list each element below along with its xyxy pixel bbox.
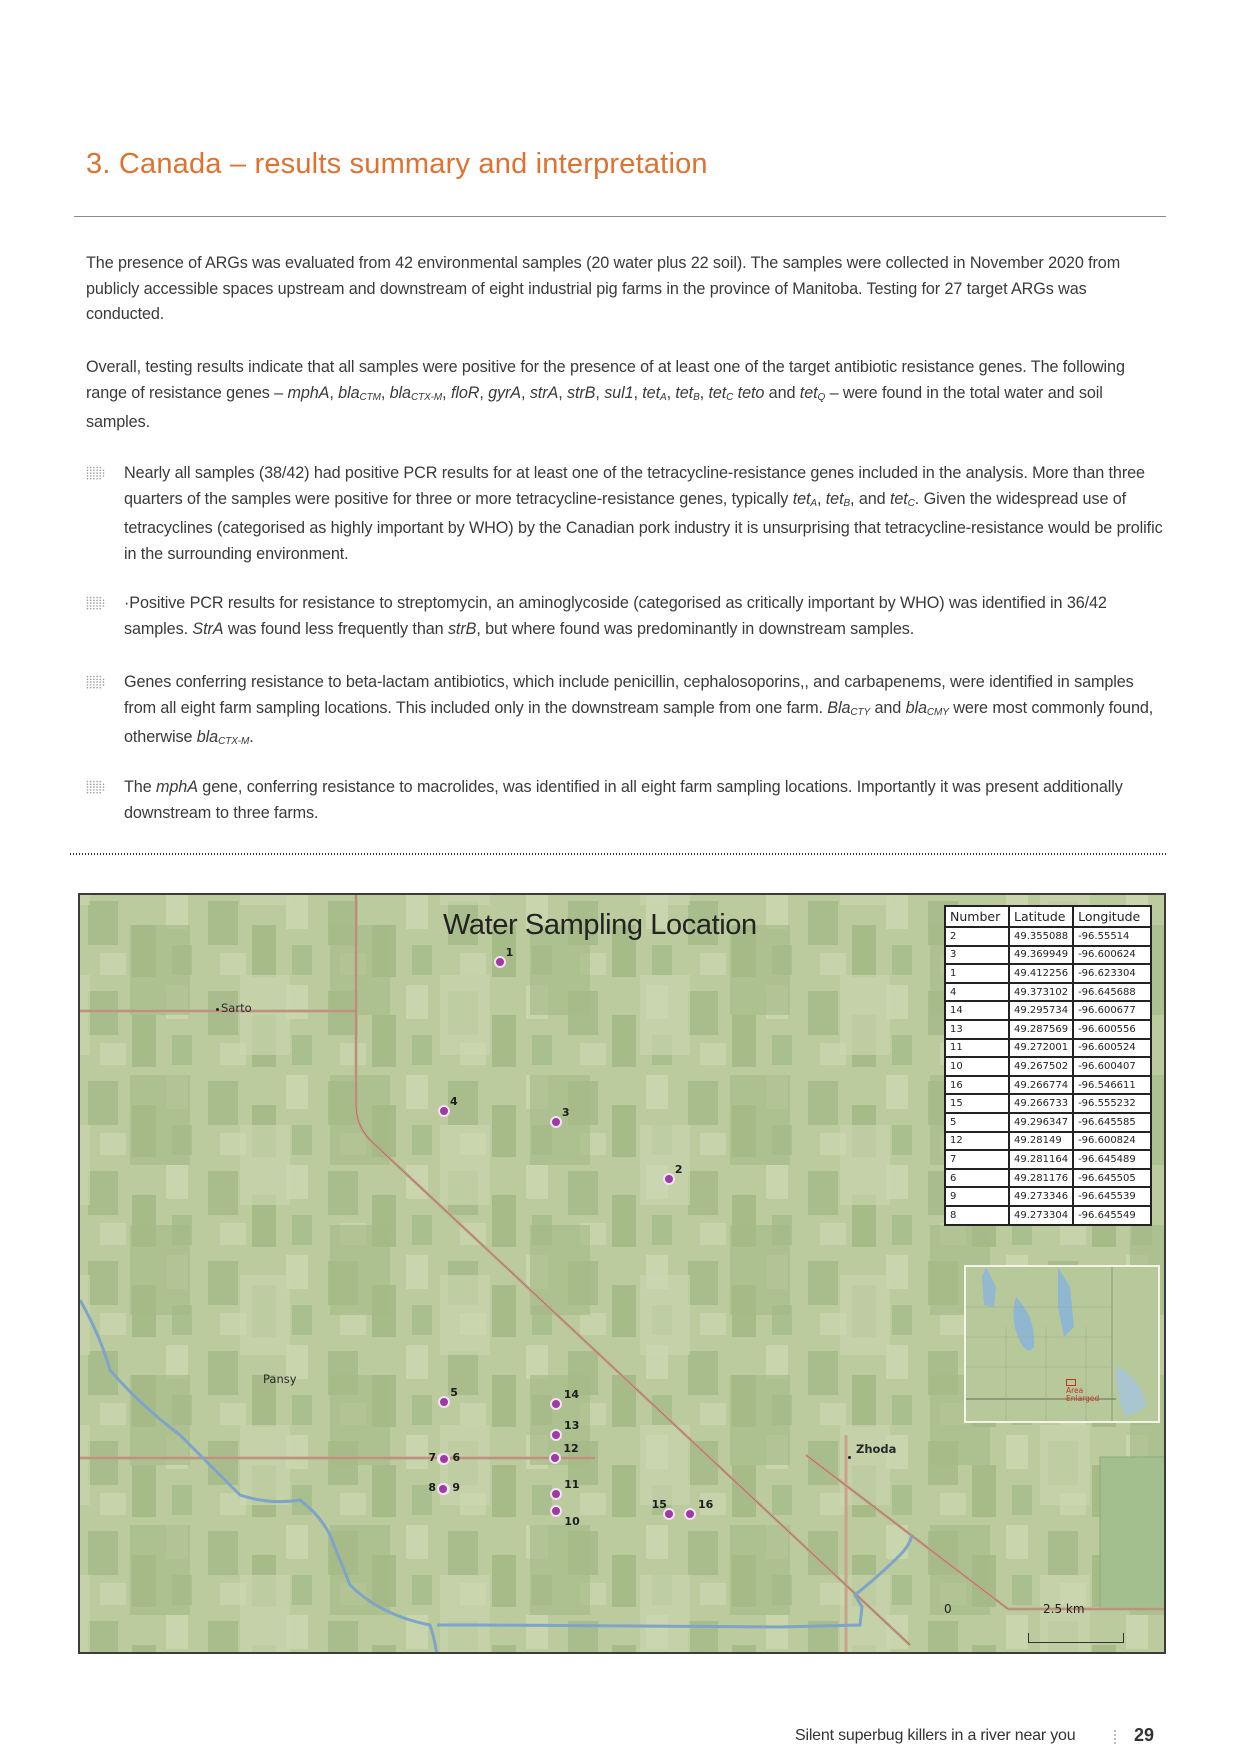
sampling-point-label: 11: [564, 1478, 580, 1492]
cell-number: 14: [945, 1001, 1009, 1020]
table-row: [945, 927, 1151, 946]
cell-longitude: -96.645505: [1073, 1169, 1151, 1188]
cell-latitude: 49.273304: [1009, 1206, 1073, 1225]
gene-name: sul1: [604, 383, 634, 402]
gene-name: StrA: [192, 619, 224, 638]
cell-latitude: 49.28149: [1009, 1132, 1073, 1151]
sampling-point-label: 4: [450, 1094, 458, 1108]
cell-longitude: -96.55514: [1073, 927, 1151, 946]
gene-name: tet$_Q$: [799, 383, 826, 403]
place-label-sarto: [221, 1001, 252, 1015]
footer-publication-title: Silent superbug killers in a river near you: [795, 1727, 1076, 1744]
gene-name: tet$_A$: [792, 489, 817, 509]
sampling-point-marker: [549, 1452, 561, 1464]
table-row: [945, 1020, 1151, 1039]
place-dot-icon: [848, 1456, 851, 1459]
sampling-point-label: 2: [674, 1162, 683, 1176]
bullet-text: Nearly all samples (38/42) had positive PCR results for at least one of the tetracycline-resistance genes included in the analysis. More than three quarters of the samples were positive for three or more tetracycline-resistance genes, typically tet$_A$, tet$_B$, and tet$_C$. Given the widespread use of tetracyclines (categorised as highly important by WHO) by the Canadian pork industry it is unsurprising that tetracycline-resistance would be prolific in the surrounding environment.: [124, 464, 1163, 563]
bullet-text: The mphA gene, conferring resistance to macrolides, was identified in all eight farm sampling locations. Importantly it was present additionally downstream to three farms.: [124, 778, 1123, 822]
cell-latitude: 49.281164: [1009, 1150, 1073, 1169]
sampling-point-marker: [550, 1488, 562, 1500]
cell-longitude: -96.623304: [1073, 964, 1151, 983]
table-row: [945, 1076, 1151, 1095]
scale-label-distance: 2.5 km: [1043, 1602, 1085, 1616]
sampling-point-label: 8: [428, 1481, 436, 1495]
table-row: [945, 1094, 1151, 1113]
place-name: Sarto: [221, 1001, 252, 1015]
inset-map-graphic: [966, 1267, 1160, 1423]
scale-label-zero: 0: [944, 1602, 952, 1616]
dotted-divider: [70, 853, 1166, 855]
table-row: [945, 1113, 1151, 1132]
table-row: [945, 964, 1151, 983]
header-latitude: Latitude: [1009, 906, 1073, 927]
table-row: [945, 946, 1151, 965]
cell-number: 5: [945, 1113, 1009, 1132]
table-row: [945, 1132, 1151, 1151]
gene-name: tet$_B$: [825, 489, 851, 509]
sampling-point-label: 7: [428, 1451, 437, 1465]
cell-longitude: -96.645539: [1073, 1187, 1151, 1206]
gene-name: tet$_C$: [889, 489, 915, 509]
sampling-point-marker: [438, 1105, 450, 1117]
cell-latitude: 49.355088: [1009, 927, 1073, 946]
bullet-streptomycin: [86, 591, 1166, 642]
cell-number: 16: [945, 1076, 1009, 1095]
cell-number: 6: [945, 1169, 1009, 1188]
gene-name: strB: [567, 383, 596, 402]
table-row: [945, 1039, 1151, 1058]
page-title: 3. Canada – results summary and interpretation: [86, 148, 708, 180]
area-enlarged-label: Area Enlarged: [1066, 1386, 1100, 1403]
sampling-point-label: 1: [505, 946, 514, 959]
sampling-point-marker: [438, 1453, 450, 1465]
cell-longitude: -96.600677: [1073, 1001, 1151, 1020]
cell-longitude: -96.600407: [1073, 1057, 1151, 1076]
gene-name: bla$_{CTM}$: [338, 383, 381, 403]
sampling-point-label: 9: [452, 1480, 461, 1494]
cell-number: 15: [945, 1094, 1009, 1113]
cell-latitude: 49.412256: [1009, 964, 1073, 983]
sampling-point-label: 3: [561, 1106, 570, 1120]
sampling-point-label: 15: [651, 1498, 667, 1511]
cell-longitude: -96.546611: [1073, 1076, 1151, 1095]
locator-inset-map: [964, 1265, 1160, 1423]
sampling-point-label: 10: [564, 1515, 580, 1529]
gene-name: bla$_{CTX-M}$: [196, 728, 250, 747]
sampling-point-marker: [663, 1173, 675, 1185]
cell-number: 13: [945, 1020, 1009, 1039]
area-enlarged-marker: [1066, 1379, 1076, 1386]
sampling-point-marker: [684, 1508, 696, 1520]
header-number: Number: [945, 906, 1009, 927]
cell-longitude: -96.600556: [1073, 1020, 1151, 1039]
cell-number: 4: [945, 983, 1009, 1002]
cell-latitude: 49.287569: [1009, 1020, 1073, 1039]
cell-number: 2: [945, 927, 1009, 946]
gene-name: strA: [529, 383, 559, 402]
cell-number: 9: [945, 1187, 1009, 1206]
gene-name: tet$_C$: [708, 383, 734, 403]
sampling-point-label: 14: [563, 1387, 580, 1401]
cell-number: 12: [945, 1132, 1009, 1151]
sampling-point-label: 13: [564, 1418, 580, 1432]
bullet-text: ·Positive PCR results for resistance to streptomycin, an aminoglycoside (categorised as critically important by WHO) was identified in 36/42 samples. StrA was found less frequently than strB, but where found was predominantly in downstream samples.: [124, 594, 1107, 638]
table-row: [945, 983, 1151, 1002]
cell-number: 11: [945, 1039, 1009, 1058]
bullet-beta-lactam: [86, 670, 1166, 755]
table-row: [945, 1001, 1151, 1020]
map-title: Water Sampling Location: [443, 909, 757, 941]
sampling-point-label: 16: [698, 1497, 714, 1511]
cell-longitude: -96.600824: [1073, 1132, 1151, 1151]
gene-name: floR: [450, 383, 480, 402]
table-row: [945, 1169, 1151, 1188]
title-divider: [74, 216, 1166, 217]
table-header-row: [945, 906, 1151, 927]
cell-latitude: 49.266774: [1009, 1076, 1073, 1095]
gene-name: bla$_{CTX-M}$: [389, 383, 443, 403]
sampling-point-label: 12: [563, 1442, 579, 1456]
header-longitude: Longitude: [1073, 906, 1151, 927]
gene-name: mphA: [156, 778, 198, 796]
sampling-point-label: 5: [450, 1385, 458, 1399]
intro-paragraph-2: Overall, testing results indicate that all samples were positive for the presence of at least one of the target antibiotic resistance genes. The following range of resistance genes – mphA, bla$_{CTM}$, bla$_{CTX-M}$, floR, gyrA, strA, strB, sul1, tet$_A$, tet$_B$, tet$_C$ teto and tet$_Q$ – were found in the total water and soil samples.: [86, 358, 1125, 431]
cell-longitude: -96.645688: [1073, 983, 1151, 1002]
bullet-text: Genes conferring resistance to beta-lactam antibiotics, which include penicillin, cephalosoporins,, and carbapenems, were identified in samples from all eight farm sampling locations. This included only in the downstream sample from one farm. Bla$_{CTY}$ and bla$_{CMY}$ were most commonly found, otherwise bla$_{CTX-M}$.: [124, 673, 1154, 747]
cell-latitude: 49.295734: [1009, 1001, 1073, 1020]
cell-number: 1: [945, 964, 1009, 983]
intro-paragraph-1: The presence of ARGs was evaluated from 42 environmental samples (20 water plus 22 soil). The samples were collected in November 2020 from publicly accessible spaces upstream and downstream of eight industrial pig farms in the province of Manitoba. Testing for 27 target ARGs was conducted.: [86, 254, 1121, 323]
cell-latitude: 49.267502: [1009, 1057, 1073, 1076]
cell-latitude: 49.266733: [1009, 1094, 1073, 1113]
cell-number: 10: [945, 1057, 1009, 1076]
table-row: [945, 1057, 1151, 1076]
place-label-pansy: [263, 1372, 297, 1386]
water-sampling-map: [78, 893, 1166, 1654]
dot-grid-bullet-icon: [86, 675, 106, 689]
sampling-point-label: 6: [452, 1451, 461, 1465]
coordinates-table: [944, 905, 1152, 1226]
table-row: [945, 1150, 1151, 1169]
gene-name: tet$_A$: [642, 383, 667, 403]
cell-longitude: -96.600624: [1073, 946, 1151, 965]
cell-longitude: -96.555232: [1073, 1094, 1151, 1113]
place-name: Zhoda: [856, 1442, 897, 1456]
place-dot-icon: [216, 1008, 219, 1011]
cell-number: 8: [945, 1206, 1009, 1225]
bullet-macrolide: [86, 775, 1166, 826]
bullet-tetracycline: [86, 461, 1166, 567]
cell-longitude: -96.600524: [1073, 1039, 1151, 1058]
gene-name: gyrA: [488, 383, 522, 402]
gene-name: tet$_B$: [675, 383, 700, 403]
cell-longitude: -96.645585: [1073, 1113, 1151, 1132]
sampling-point-marker: [494, 956, 506, 968]
cell-number: 7: [945, 1150, 1009, 1169]
cell-longitude: -96.645549: [1073, 1206, 1151, 1225]
place-label-zhoda: [856, 1442, 896, 1456]
cell-latitude: 49.373102: [1009, 983, 1073, 1002]
cell-latitude: 49.273346: [1009, 1187, 1073, 1206]
cell-number: 3: [945, 946, 1009, 965]
gene-name: teto: [737, 383, 765, 402]
table-row: [945, 1206, 1151, 1225]
table-row: [945, 1187, 1151, 1206]
cell-longitude: -96.645489: [1073, 1150, 1151, 1169]
gene-name: mphA: [287, 383, 330, 402]
page-number: 29: [1134, 1725, 1155, 1745]
dot-grid-bullet-icon: [86, 780, 106, 794]
dot-grid-bullet-icon: [86, 466, 106, 480]
sampling-point-marker: [438, 1396, 450, 1408]
cell-latitude: 49.281176: [1009, 1169, 1073, 1188]
sampling-point-marker: [550, 1398, 562, 1410]
sampling-point-marker: [437, 1483, 449, 1495]
cell-latitude: 49.296347: [1009, 1113, 1073, 1132]
cell-latitude: 49.369949: [1009, 946, 1073, 965]
gene-name: strB: [447, 619, 477, 638]
gene-name: Bla$_{CTY}$: [827, 698, 871, 718]
scale-bar: [1028, 1633, 1124, 1643]
gene-name: bla$_{CMY}$: [905, 698, 949, 718]
sampling-point-marker: [550, 1116, 562, 1128]
dot-grid-bullet-icon: [86, 596, 106, 610]
place-name: Pansy: [263, 1372, 297, 1386]
sampling-point-marker: [550, 1429, 562, 1441]
footer-separator: [1114, 1730, 1116, 1744]
cell-latitude: 49.272001: [1009, 1039, 1073, 1058]
sampling-point-marker: [550, 1505, 562, 1517]
map-green-parcel: [1100, 1457, 1166, 1609]
